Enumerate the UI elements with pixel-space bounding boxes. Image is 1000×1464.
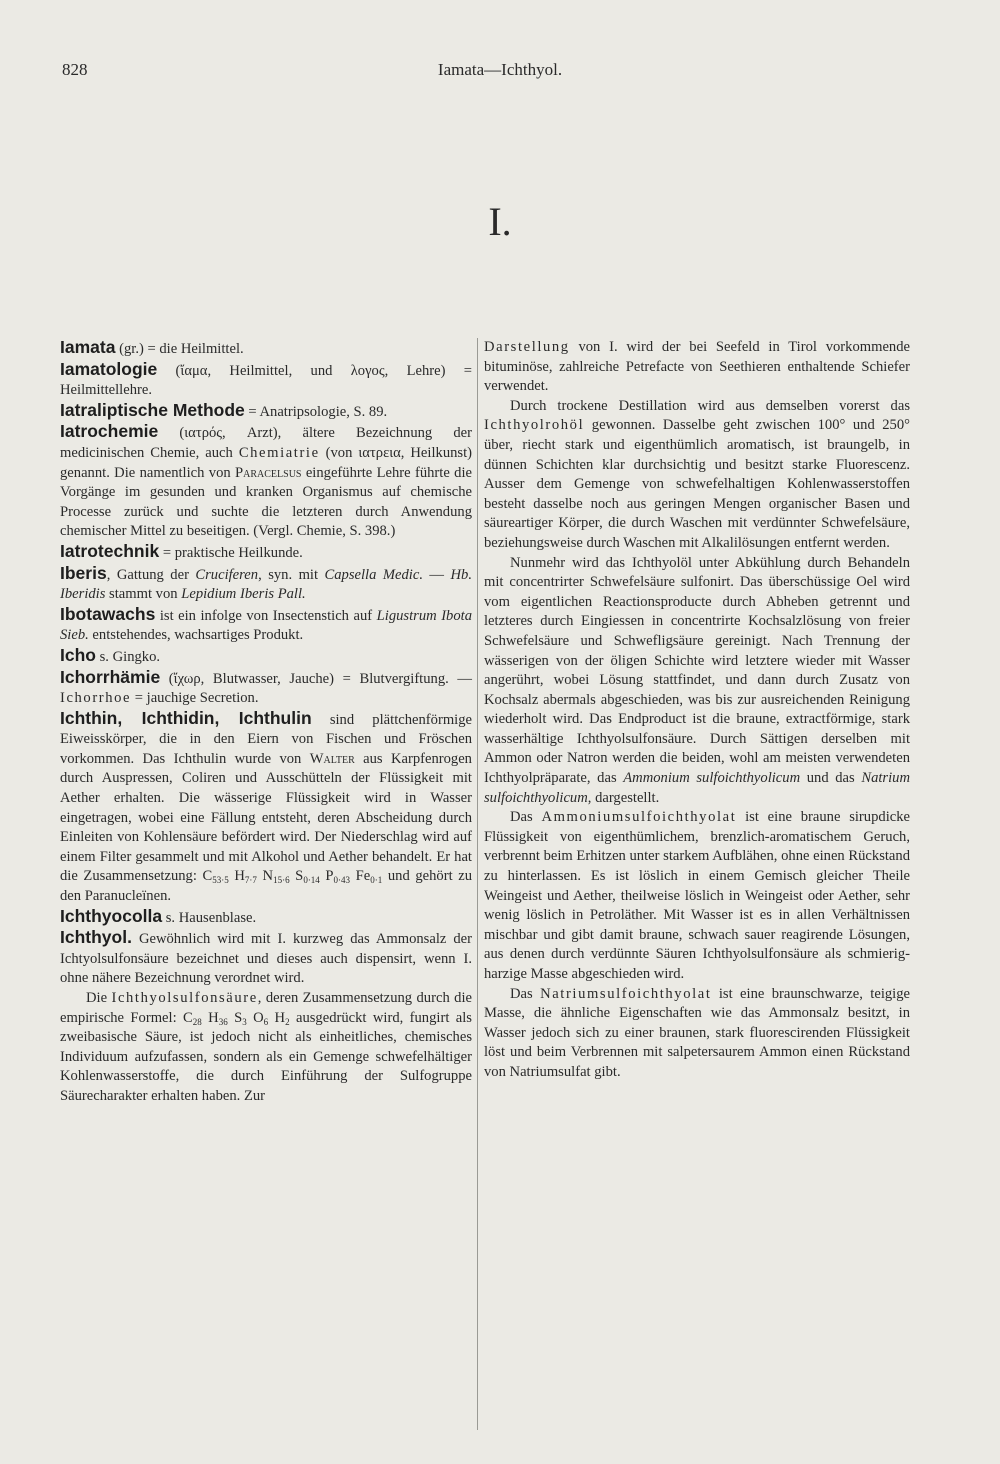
formula-index: 53·5 [212,875,229,886]
entry-headword: Iamata [60,337,116,357]
entry-text: Das [510,809,542,826]
entry-headword: Iatrochemie [60,421,159,442]
taxon-name: Hb. Iberidis [60,566,472,603]
entry-text: (ἴχωρ, Blutwasser, Jauche) = Blutvergiftung. — [160,670,472,687]
formula-symbol: S [227,1009,243,1026]
entry-ichthyocolla [60,907,472,929]
entry-headword: Ichorrhämie [60,666,161,687]
formula-index: 3 [242,1016,247,1027]
entry-ibotawachs [60,605,472,646]
entry-text: und das [800,770,862,787]
entry-text: (von ιατρεια, Heilkunst) genannt. Die namentlich von [60,444,473,481]
entry-text: ausgedrückt wird, fungirt als zweibasische Säure, ist jedoch nicht als einheitliches, chemisches Individuum aufzufassen, sondern als ein Gemenge schwefelhältiger Kohlenwasserstoffe, die durch Einführung der Sulfogruppe Säurecharakter erhalten haben. Zur [60,1009,472,1104]
entry-iatrochemie [60,422,472,542]
left-column [60,338,472,1107]
formula-symbol: H [201,1009,219,1026]
entry-ichorrhaemie [60,668,472,709]
spaced-term: Chemiatrie [238,444,320,461]
page-number: 828 [62,60,88,79]
entry-text: , Gattung der [106,566,196,583]
spaced-term: Ichthyolrohöl [484,417,585,434]
spaced-term: Darstellung [484,339,570,355]
entry-text: , deren Zusammensetzung durch die empirische Formel: [60,990,472,1026]
entry-text: ist eine braunschwarze, teigige Masse, die ähnliche Eigenschaften wie das Ammonsalz besitzt, in Wasser jedoch sich zu einer braunen, stark fluorescirenden Flüssigkeit löst und beim Verbrennen mit salpetersaurem Ammon einen Rückstand von Natriumsulfat gibt. [484,985,910,1080]
ichthyol-paragraph [484,985,910,1083]
running-title: Iamata—Ichthyol. [437,60,563,79]
entry-iamata [60,338,472,360]
entry-text: (ἴαμα, Heilmittel, und λογος, Lehre) = Heilmittellehre. [60,362,472,399]
ichthyol-paragraph [484,397,910,554]
entry-text: = jauchige Secretion. [131,690,259,707]
running-head [0,60,1000,90]
entry-text: (ιατρός, Arzt), ältere Bezeichnung der medicinischen Chemie, auch [60,425,472,461]
entry-text: Das [510,985,541,1002]
formula-index: 0·1 [370,875,383,886]
ichthyol-paragraph [484,554,910,809]
entry-headword: Iatrotechnik [60,540,160,561]
entry-headword: Ichthyol. [60,927,132,948]
taxon-name: Cruciferen [195,566,259,583]
formula-symbol: N [256,868,274,885]
entry-text: ist eine braune sirupdicke Flüssigkeit von eigenthümlichem, brenzlich-aromatischem Geruch, verbrennt beim Erhitzen unter starkem Aufblähen, ohne einen Rückstand zu hinterlassen. Es ist löslich in einem Gemisch gleicher Theile Weingeist und Aether, theilweise löslich in Weingeist oder Aether, sehr wenig löslich in Petroläther. Mit Wasser ist es in allen Verhältnissen mischbar und gibt damit braune, schwach sauer reagirende Lösungen, aus denen durch verdünnte Säuren Ichthyolsulfonsäure als schmierig-harzige Masse abgeschieden wird. [484,809,910,982]
preparation-name: Ammonium sulfoichthyolicum [623,770,801,787]
entry-text: = Anatripsologie, S. 89. [244,403,388,420]
entry-text: von I. wird der bei Seefeld in Tirol vorkommende bituminöse, zahlreiche Petrefacte von Seethieren enthaltende Schiefer verwendet. [484,339,910,395]
formula-symbol: P [319,868,334,885]
entry-text: = praktische Heilkunde. [159,544,303,561]
preparation-name: Natrium sulfoichthyolicum [484,770,910,806]
entry-headword: Iberis [60,562,107,583]
entry-text: , syn. mit [258,566,325,583]
entry-text: und gehört zu den Paranucleïnen. [60,868,473,905]
formula-symbol: O [246,1009,264,1026]
entry-ichthyol [60,928,472,989]
entry-text: — [422,566,451,583]
spaced-term: Ammoniumsulfoichthyolat [541,809,737,826]
entry-text: ist ein infolge von Insectenstich auf [155,607,377,624]
entry-iatraliptische-methode [60,401,472,423]
author-name: Walter [309,750,355,767]
entry-text: Gewöhnlich wird mit I. kurzweg das Ammonsalz der Ichtyolsulfonsäure bezeichnet und dieses auch dispensirt, wenn I. ohne nähere Bezeichnung verordnet wird. [60,931,472,987]
entry-text: entstehendes, wachsartiges Produkt. [88,627,304,644]
formula-symbol: H [228,868,245,885]
formula-index: 15·6 [273,875,290,886]
right-column [484,338,910,1083]
spaced-term: Ichorrhoe [60,690,132,707]
taxon-name: Ligustrum Ibota Sieb. [60,607,473,644]
author-name: Paracelsus [235,464,302,481]
entry-headword: Ichthin, Ichthidin, Ichthulin [60,707,312,728]
formula-index: 7·7 [244,875,257,886]
entry-text: Durch trockene Destillation wird aus demselben vorerst das [510,397,910,414]
ichthyol-paragraph [484,808,910,984]
entry-iatrotechnik [60,542,472,564]
entry-text: eingeführte Lehre führte die Vorgänge im gesunden und kranken Organismus auf chemische Processe zurück und suchte die letzteren durch Anwendung chemischer Mittel zu beseitigen. (Vergl. Chemie, S. 398.) [60,464,472,540]
formula-index: 28 [192,1016,202,1027]
entry-text: aus Karpfenrogen durch Auspressen, Coliren und Ausschütteln der Flüssigkeit mit Aether erhalten. Die wässerige Flüssigkeit wird in Wasser eingetragen, wobei eine Fällung entsteht, deren Abscheidung durch Einleiten von Kohlensäure befördert wird. Der Niederschlag wird auf einem Filter gesammelt und mit Alkohol und Aether behandelt. Er hat die Zusammensetzung: [60,750,472,885]
taxon-name: Lepidium Iberis Pall. [181,586,306,603]
entry-text: Die [86,990,112,1006]
section-letter: I. [488,199,512,244]
entry-icho [60,646,472,668]
entry-headword: Icho [60,644,96,665]
entry-headword: Ichthyocolla [60,905,163,926]
spaced-term: Natriumsulfoichthyolat [540,985,712,1002]
entry-text: s. Gingko. [95,648,161,665]
formula-index: 0·43 [333,875,351,886]
chemical-formula [203,868,383,884]
chemical-formula [183,1010,290,1026]
entry-text: stammt von [105,586,182,603]
formula-index: 0·14 [303,875,320,886]
entry-text: sind plättchenförmige Eiweisskörper, die in den Eiern von Fischen und Fröschen vorkommen. Das Ichthulin wurde von [60,711,472,767]
column-divider [477,338,478,1430]
spaced-term: Ichthyolsulfonsäure [111,990,258,1006]
entry-text: (gr.) = die Heilmittel. [115,341,244,357]
formula-symbol: Fe [350,868,371,885]
entry-headword: Ibotawachs [60,603,156,624]
formula-index: 6 [263,1016,269,1027]
entry-iamatologie [60,360,472,401]
entry-headword: Iatraliptische Methode [60,399,245,420]
entry-text: gewonnen. Dasselbe geht zwischen 100° und 250° über, riecht stark und eigenthümlich aromatisch, ist braungelb, in dünnen Schichten klar durchsichtig und besitzt starke Fluorescenz. Ausser dem Gemenge von schwefelhaltigen Kohlenwasserstoffen besteht dasselbe noch aus geringen Mengen organischer Basen und säureartiger Körper, die durch Waschen mit verdünnter Schwefelsäure, beziehungsweise durch Waschen mit Alkalilösungen entfernt werden. [484,417,910,551]
entry-text: Nunmehr wird das Ichthyolöl unter Abkühlung durch Behandeln mit concentrirter Schwefelsäure sulfonirt. Das überschüssige Oel wird vom eigentlichen Reactionsproducte durch Abheben getrennt und letzteres durch Eingiessen in concentrirte Kochsalzlösung von freier Schwefelsäure und Schwefligsäure gereinigt. Nach Trennung der wässerigen von der öligen Schichte wird letztere wieder mit Wasser angerührt, wobei Lösung stattfindet, und dann durch Zusatz von Kochsalz abermals abgeschieden, was bis zur ausreichenden Reinigung wiederholt wird. Das Endproduct ist die braune, extractförmige, stark wasserhältige Ichthyolsulfonsäure. Durch Sättigen derselben mit Ammon oder Natron werden die beiden, wohl am meisten verwendeten Ichthyolpräparate, das [484,554,910,787]
ichthyol-paragraph [60,989,472,1107]
taxon-name: Capsella Medic. [324,566,423,583]
entry-text: , dargestellt. [587,789,660,806]
entry-headword: Iamatologie [60,358,158,379]
formula-symbol: S [289,868,304,885]
formula-index: 36 [218,1016,228,1027]
formula-symbol: H [268,1009,286,1026]
formula-symbol: C [183,1009,193,1026]
entry-ichthin [60,709,472,907]
entry-iberis [60,564,472,605]
ichthyol-paragraph-continued [484,338,910,397]
entry-text: s. Hausenblase. [162,909,257,926]
formula-symbol: C [202,868,213,885]
formula-index: 2 [285,1016,290,1027]
